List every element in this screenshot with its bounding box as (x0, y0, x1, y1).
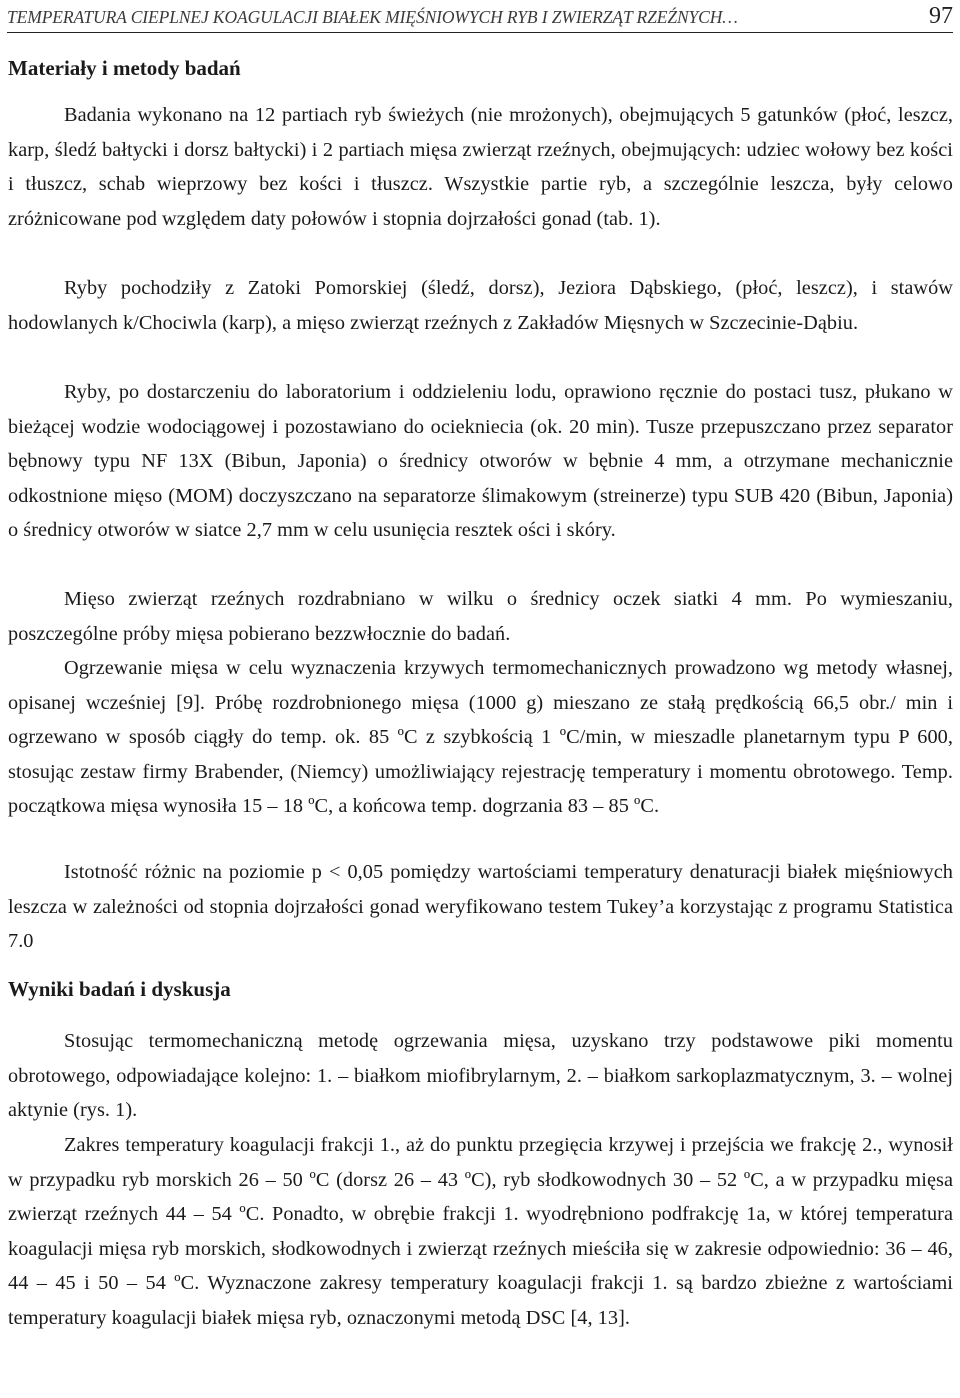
paragraph: Ryby, po dostarczeniu do laboratorium i oddzieleniu lodu, oprawiono ręcznie do postaci tusz, płukano w bieżącej wodzie wodociągowej i pozostawiano do ociekniecia (ok. 20 min). Tusze przepuszczano przez separator bębnowy typu NF 13X (Bibun, Japonia) o średnicy otworów w bębnie 4 mm, a otrzymane mechanicznie odkostnione mięso (MOM) doczyszczano na separatorze ślimakowym (streinerze) typu SUB 420 (Bibun, Japonia) o średnicy otworów w siatce 2,7 mm w celu usunięcia resztek ości i skóry. (8, 381, 953, 542)
paragraph: Ryby pochodziły z Zatoki Pomorskiej (śledź, dorsz), Jeziora Dąbskiego, (płoć, leszcz), i stawów hodowlanych k/Chociwla (karp), a mięso zwierząt rzeźnych z Zakładów Mięsnych w Szczecinie-Dąbiu. (8, 277, 953, 334)
paragraph: Istotność różnic na poziomie p < 0,05 pomiędzy wartościami temperatury denaturacji białek mięśniowych leszcza w zależności od stopnia dojrzałości gonad weryfikowano testem Tukey’a korzystając z programu Statistica 7.0 (8, 861, 953, 953)
running-header (7, 2, 953, 33)
page-number: 97 (929, 3, 953, 29)
paragraph: Badania wykonano na 12 partiach ryb świeżych (nie mrożonych), obejmujących 5 gatunków (płoć, leszcz, karp, śledź bałtycki i dorsz bałtycki) i 2 partiach mięsa zwierząt rzeźnych, obejmujących: udziec wołowy bez kości i tłuszcz, schab wieprzowy bez kości i tłuszcz. Wszystkie partie ryb, a szczególnie leszcza, były celowo zróżnicowane pod względem daty połowów i stopnia dojrzałości gonad (tab. 1). (8, 104, 953, 230)
running-title: TEMPERATURA CIEPLNEJ KOAGULACJI BIAŁEK MIĘŚNIOWYCH RYB I ZWIERZĄT RZEŹNYCH… (7, 7, 738, 27)
paragraph: Ogrzewanie mięsa w celu wyznaczenia krzywych termomechanicznych prowadzono wg metody własnej, opisanej wcześniej [9]. Próbę rozdrobnionego mięsa (1000 g) mieszano ze stałą prędkością 66,5 obr./ min i ogrzewano w sposób ciągły do temp. ok. 85 ºC z szybkością 1 ºC/min, w mieszadle planetarnym typu P 600, stosując zestaw firmy Brabender, (Niemcy) umożliwiający rejestrację temperatury i momentu obrotowego. Temp. początkowa mięsa wynosiła 15 – 18 ºC, a końcowa temp. dogrzania 83 – 85 ºC. (8, 657, 953, 818)
section-heading-results: Wyniki badań i dyskusja (8, 977, 231, 1001)
paragraph: Stosując termomechaniczną metodę ogrzewania mięsa, uzyskano trzy podstawowe piki momentu obrotowego, odpowiadające kolejno: 1. – białkom miofibrylarnym, 2. – białkom sarkoplazmatycznym, 3. – wolnej aktynie (rys. 1). (8, 1030, 953, 1122)
paragraph: Zakres temperatury koagulacji frakcji 1., aż do punktu przegięcia krzywej i przejścia we frakcję 2., wynosił w przypadku ryb morskich 26 – 50 ºC (dorsz 26 – 43 ºC), ryb słodkowodnych 30 – 52 ºC, a w przypadku mięsa zwierząt rzeźnych 44 – 54 ºC. Ponadto, w obrębie frakcji 1. wyodrębniono podfrakcję 1a, w której temperatura koagulacji mięsa ryb morskich, słodkowodnych i zwierząt rzeźnych mieściła się w zakresie odpowiednio: 36 – 46, 44 – 45 i 50 – 54 ºC. Wyznaczone zakresy temperatury koagulacji frakcji 1. są bardzo zbieżne z wartościami temperatury koagulacji białek mięsa ryb, oznaczonymi metodą DSC [4, 13]. (8, 1134, 953, 1329)
paragraph: Mięso zwierząt rzeźnych rozdrabniano w wilku o średnicy oczek siatki 4 mm. Po wymieszaniu, poszczególne próby mięsa pobierano bezzwłocznie do badań. (8, 588, 953, 645)
section-heading-methods: Materiały i metody badań (8, 56, 241, 80)
